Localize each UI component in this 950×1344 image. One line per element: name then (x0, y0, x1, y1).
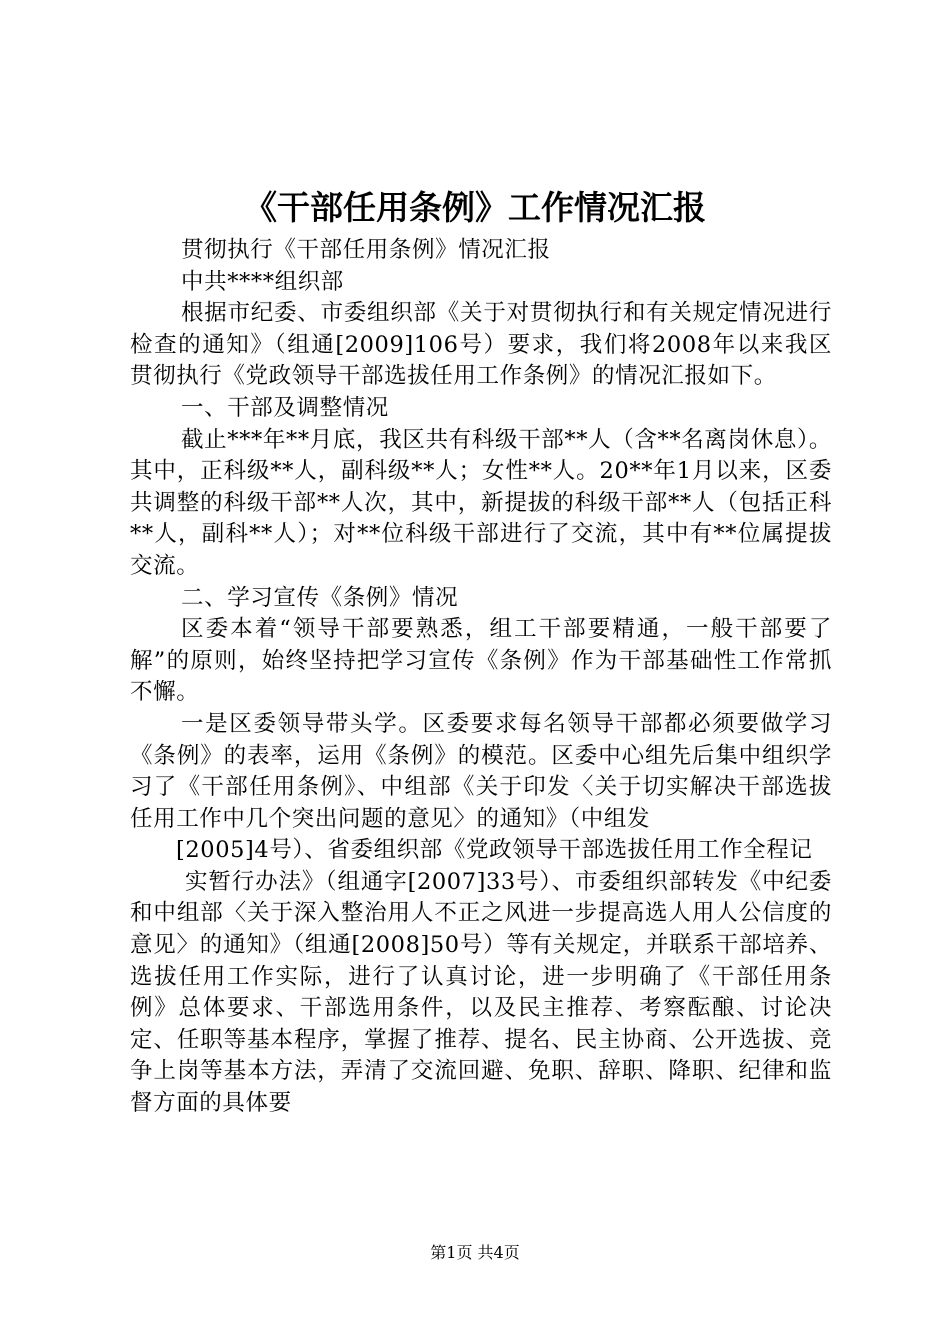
issuing-organization: 中共****组织部 (181, 268, 344, 295)
body-paragraph: 区委本着“领导干部要熟悉，组工干部要精通，一般干部要了解”的原则，始终坚持把学习宣传《条例》作为干部基础性工作常抓不懈。 (130, 616, 832, 706)
body-paragraph: 一是区委领导带头学。区委要求每名领导干部都必须要做学习《条例》的表率，运用《条例》的模范。区委中心组先后集中组织学习了《干部任用条例》、中组部《关于印发〈关于切实解决干部选拔任用工作中几个突出问题的意见〉的通知》（中组发 (130, 710, 832, 832)
body-paragraph: [2005]4号）、省委组织部《党政领导干部选拔任用工作全程记 (176, 837, 813, 864)
document-title: 《干部任用条例》工作情况汇报 (244, 188, 706, 227)
body-paragraph: 根据市纪委、市委组织部《关于对贯彻执行和有关规定情况进行检查的通知》（组通[2009]106号）要求，我们将2008年以来我区贯彻执行《党政领导干部选拔任用工作条例》的情况汇报如下。 (130, 300, 832, 390)
page-number-footer: 第1页 共4页 (430, 1243, 520, 1262)
document-body (130, 235, 832, 1120)
body-paragraph: 截止***年**月底，我区共有科级干部**人（含**名离岗休息）。其中，正科级**人，副科级**人；女性**人。20**年1月以来，区委共调整的科级干部**人次，其中，新提拔的科级干部**人（包括正科**人，副科**人）；对**位科级干部进行了交流，其中有**位属提拔交流。 (130, 426, 832, 579)
section-heading-1: 一、干部及调整情况 (181, 394, 389, 421)
report-subtitle: 贯彻执行《干部任用条例》情况汇报 (181, 237, 551, 263)
body-paragraph: 实暂行办法》（组通字[2007]33号）、市委组织部转发《中纪委和中组部〈关于深入整治用人不正之风进一步提高选人用人公信度的意见〉的通知》（组通[2008]50号）等有关规定，并联系干部培养、选拔任用工作实际，进行了认真讨论，进一步明确了《干部任用条例》总体要求、干部选用条件，以及民主推荐、考察酝酿、讨论决定、任职等基本程序，掌握了推荐、提名、民主协商、公开选拔、竞争上岗等基本方法，弄清了交流回避、免职、辞职、降职、纪律和监督方面的具体要 (130, 868, 832, 1117)
section-heading-2: 二、学习宣传《条例》情况 (181, 584, 459, 611)
